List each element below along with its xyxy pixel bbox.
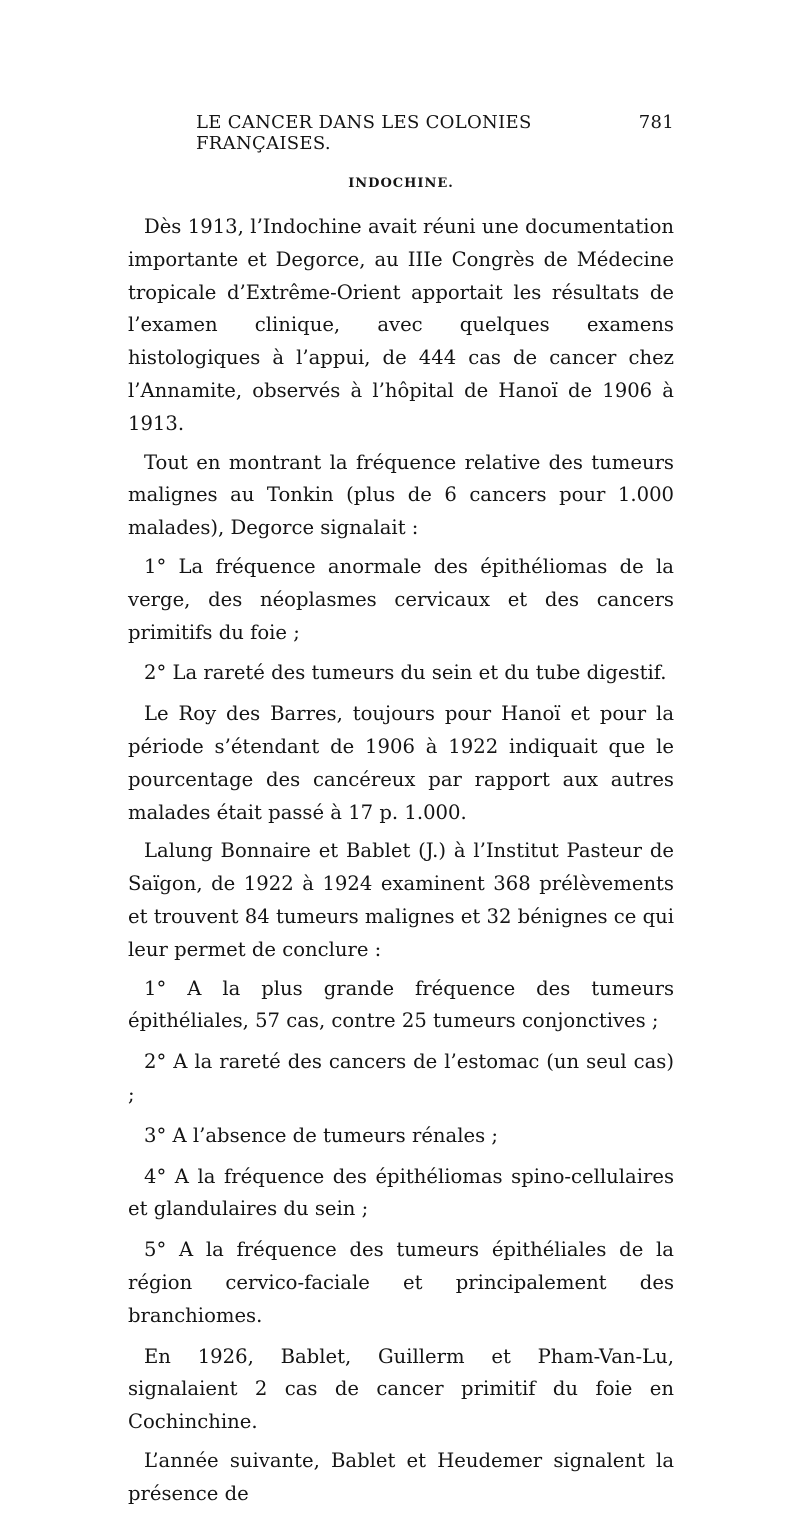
paragraph-11: 5° A la fréquence des tumeurs épithéliales de la région cervico-faciale et principalement des branchiomes. (128, 1238, 674, 1327)
running-title: LE CANCER DANS LES COLONIES FRANÇAISES. (196, 112, 532, 154)
paragraph-9: 3° A l’absence de tumeurs rénales ; (144, 1123, 498, 1147)
paragraph-3: 1° La fréquence anormale des épithéliomas de la verge, des néoplasmes cervicaux et des cancers primitifs du foie ; (128, 554, 674, 644)
paragraph-4: 2° La rareté des tumeurs du sein et du tube digestif. (144, 661, 667, 685)
paragraph-2: Tout en montrant la fréquence relative des tumeurs malignes au Tonkin (plus de 6 cancers pour 1.000 malades), Degorce signalait : (128, 450, 674, 540)
paragraph-1: Dès 1913, l’Indochine avait réuni une documentation importante et Degorce, au IIIe Congrès de Médecine tropicale d’Extrême-Orient apportait les résultats de l’examen clinique, avec quelques examens histologiques à l’appui, de 444 cas de cancer chez l’Annamite, observés à l’hôpital de Hanoï de 1906 à 1913. (128, 215, 674, 435)
running-head (128, 112, 674, 154)
paragraph-10: 4° A la fréquence des épithéliomas spino-cellulaires et glandulaires du sein ; (128, 1164, 674, 1221)
paragraph-5: Le Roy des Barres, toujours pour Hanoï et pour la période s’étendant de 1906 à 1922 indiquait que le pourcentage des cancéreux par rapport aux autres malades était passé à 17 p. 1.000. (128, 702, 674, 824)
paragraph-6: Lalung Bonnaire et Bablet (J.) à l’Institut Pasteur de Saïgon, de 1922 à 1924 examinent 368 prélèvements et trouvent 84 tumeurs malignes et 32 bénignes ce qui leur permet de conclure : (128, 839, 674, 961)
paragraph-8: 2° A la rareté des cancers de l’estomac (un seul cas) ; (128, 1050, 674, 1106)
paragraph-13: L’année suivante, Bablet et Heudemer signalent la présence de (128, 1448, 674, 1505)
section-title: INDOCHINE. (348, 176, 454, 191)
page-number: 781 (638, 112, 674, 133)
paragraph-7: 1° A la plus grande fréquence des tumeurs épithéliales, 57 cas, contre 25 tumeurs conjonctives ; (128, 976, 674, 1033)
document-page (128, 112, 674, 1516)
paragraph-12: En 1926, Bablet, Guillerm et Pham-Van-Lu, signalaient 2 cas de cancer primitif du foie en Cochinchine. (128, 1344, 674, 1434)
